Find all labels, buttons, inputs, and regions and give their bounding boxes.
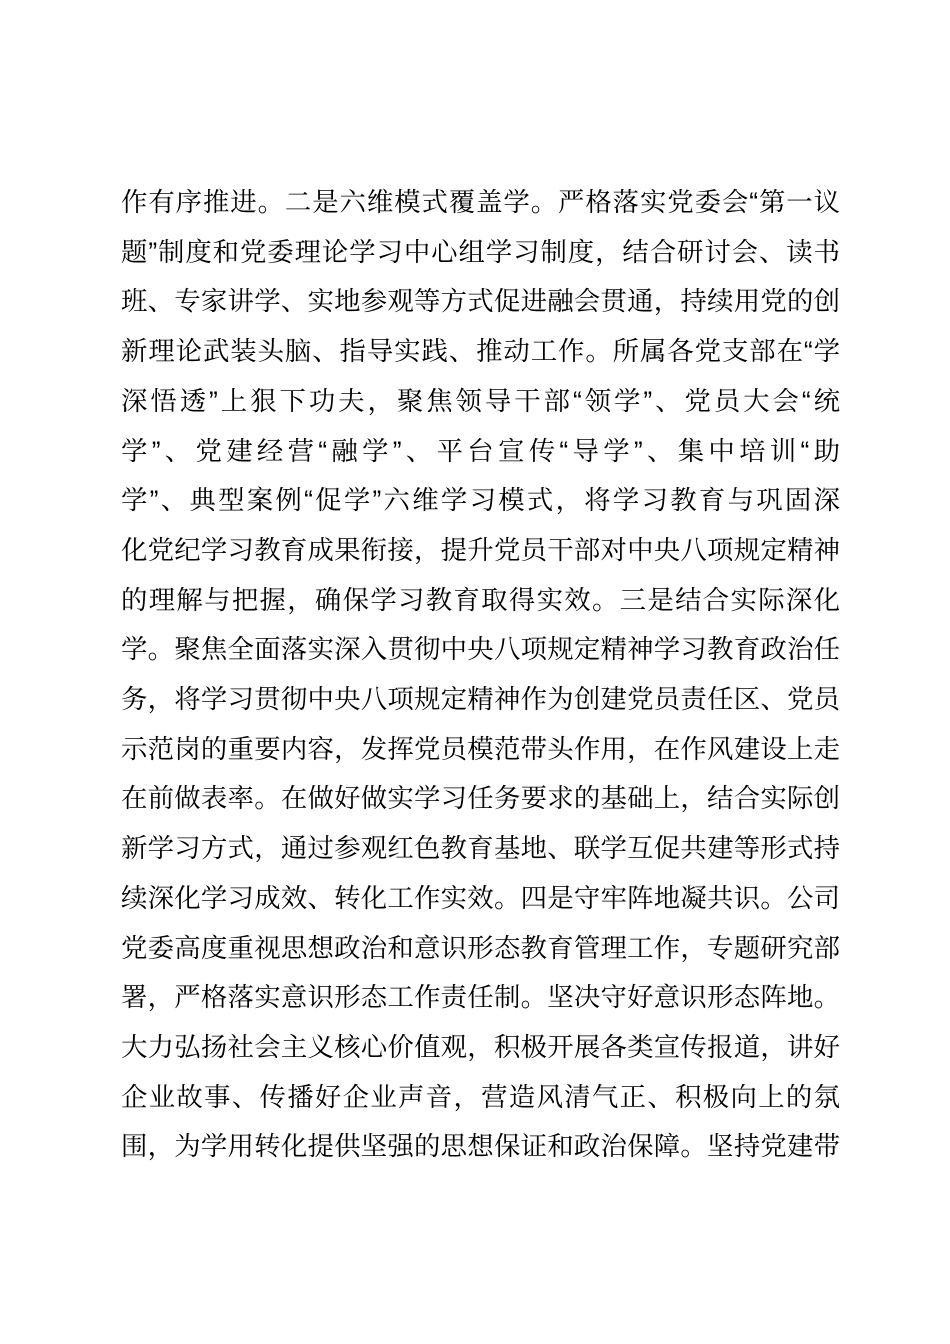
paragraph-line: 学”、典型案例“促学”六维学习模式，将学习教育与巩固深	[121, 485, 840, 516]
paragraph-line: 企业故事、传播好企业声音，营造风清气正、积极向上的氛	[121, 1081, 840, 1112]
paragraph-line: 题”制度和党委理论学习中心组学习制度，结合研讨会、读书	[121, 236, 840, 267]
paragraph-line: 示范岗的重要内容，发挥党员模范带头作用，在作风建设上走	[121, 733, 840, 764]
paragraph-line: 续深化学习成效、转化工作实效。四是守牢阵地凝共识。公司	[121, 882, 840, 913]
paragraph-line: 新理论武装头脑、指导实践、推动工作。所属各党支部在“学	[121, 336, 840, 367]
body-text-block	[121, 178, 840, 1172]
paragraph-line: 围，为学用转化提供坚强的思想保证和政治保障。坚持党建带	[121, 1131, 840, 1162]
paragraph-line: 的理解与把握，确保学习教育取得实效。三是结合实际深化	[121, 584, 840, 615]
paragraph-line: 学”、党建经营“融学”、平台宣传“导学”、集中培训“助	[121, 435, 840, 466]
paragraph-line: 班、专家讲学、实地参观等方式促进融会贯通，持续用党的创	[121, 286, 840, 317]
paragraph-line: 大力弘扬社会主义核心价值观，积极开展各类宣传报道，讲好	[121, 1031, 840, 1062]
paragraph-line: 作有序推进。二是六维模式覆盖学。严格落实党委会“第一议	[121, 187, 840, 217]
paragraph-line: 学。聚焦全面落实深入贯彻中央八项规定精神学习教育政治任	[121, 634, 840, 665]
paragraph-line: 务，将学习贯彻中央八项规定精神作为创建党员责任区、党员	[121, 684, 840, 715]
paragraph-line: 党委高度重视思想政治和意识形态教育管理工作，专题研究部	[121, 932, 840, 963]
paragraph-line: 化党纪学习教育成果衔接，提升党员干部对中央八项规定精神	[121, 534, 840, 565]
paragraph-line: 署，严格落实意识形态工作责任制。坚决守好意识形态阵地。	[121, 982, 840, 1013]
paragraph-line: 在前做表率。在做好做实学习任务要求的基础上，结合实际创	[121, 783, 840, 814]
paragraph-line: 深悟透”上狠下功夫，聚焦领导干部“领学”、党员大会“统	[121, 385, 840, 416]
paragraph-line: 新学习方式，通过参观红色教育基地、联学互促共建等形式持	[121, 833, 840, 864]
